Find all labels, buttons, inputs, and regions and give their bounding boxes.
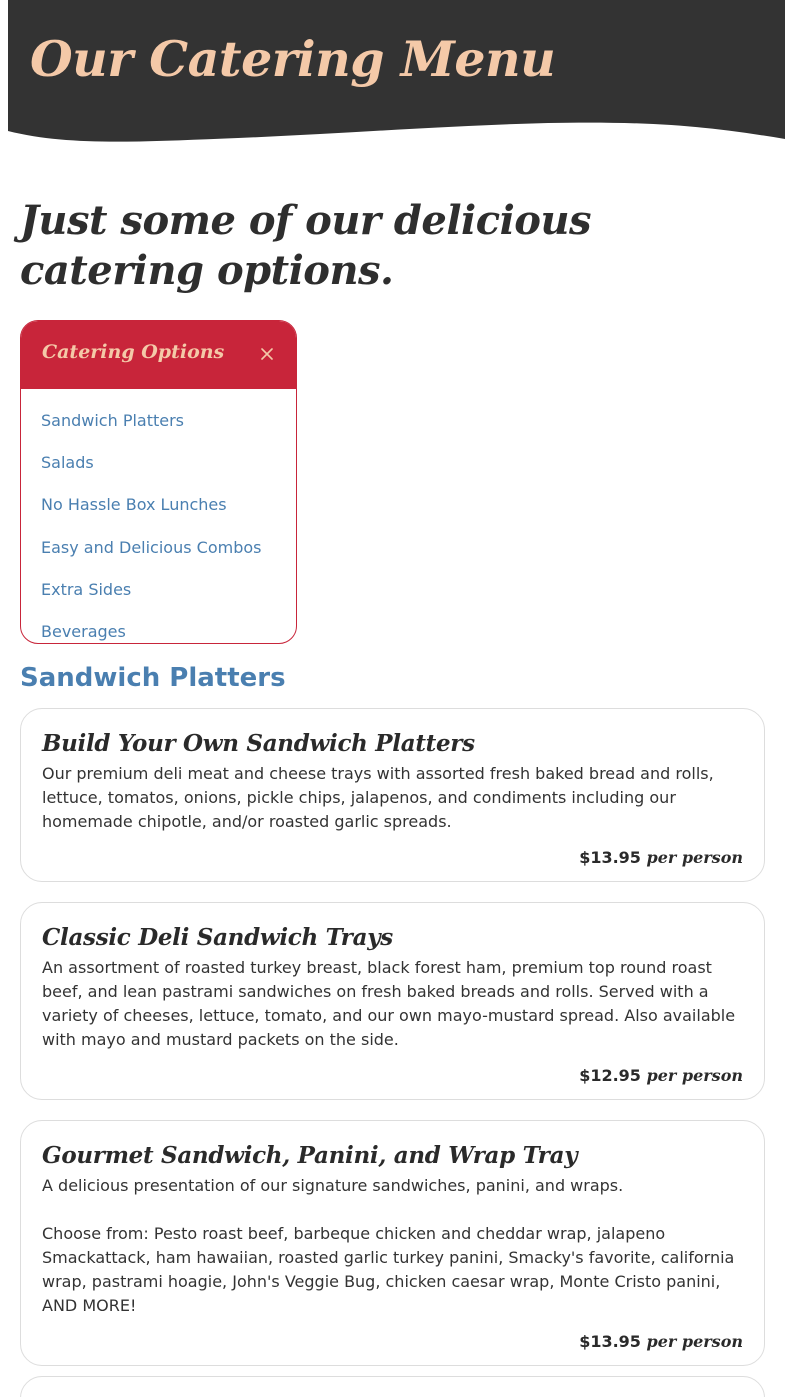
menu-card xyxy=(20,902,765,1100)
menu-card-price xyxy=(42,1330,743,1354)
price-amount: $13.95 xyxy=(579,1332,641,1351)
catering-option-sandwich-platters[interactable]: Sandwich Platters xyxy=(41,410,185,430)
menu-card-description-text: Our premium deli meat and cheese trays with assorted fresh baked bread and rolls, lettuce, tomatos, onions, pickle chips, jalapenos, and condiments including our homemade chipotle, and/or roasted garlic spreads. xyxy=(42,764,714,831)
catering-option-extra-sides[interactable]: Extra Sides xyxy=(41,579,132,599)
menu-card-partial xyxy=(20,1376,765,1397)
price-unit: per person xyxy=(646,1066,743,1085)
menu-card-price xyxy=(42,1064,743,1088)
price-amount: $12.95 xyxy=(579,1066,641,1085)
catering-options-title: Catering Options xyxy=(42,341,225,363)
hero-banner xyxy=(8,0,785,150)
close-icon[interactable] xyxy=(256,343,278,365)
menu-card xyxy=(20,1120,765,1366)
intro-heading: Just some of our delicious catering options. xyxy=(20,197,592,294)
catering-options-list xyxy=(21,389,296,644)
catering-options-header xyxy=(21,321,296,389)
catering-option-salads[interactable]: Salads xyxy=(41,452,94,472)
menu-card-description xyxy=(42,1174,743,1318)
price-unit: per person xyxy=(646,848,743,867)
menu-card-description-choices: Choose from: Pesto roast beef, barbeque chicken and cheddar wrap, jalapeno Smackattack, ham hawaiian, roasted garlic turkey panini, Smacky's favorite, california wrap, pastrami hoagie, John's Veggie Bug, chicken caesar wrap, Monte Cristo panini, AND MORE! xyxy=(42,1224,735,1315)
catering-option-box-lunches[interactable]: No Hassle Box Lunches xyxy=(41,495,227,515)
catering-option-combos[interactable]: Easy and Delicious Combos xyxy=(41,537,262,557)
menu-card-title: Build Your Own Sandwich Platters xyxy=(42,730,475,757)
menu-card-description xyxy=(42,956,743,1052)
catering-options-panel xyxy=(20,320,297,644)
menu-card-title: Gourmet Sandwich, Panini, and Wrap Tray xyxy=(42,1142,578,1169)
price-amount: $13.95 xyxy=(579,848,641,867)
catering-option-beverages[interactable]: Beverages xyxy=(41,622,126,642)
price-unit: per person xyxy=(646,1332,743,1351)
menu-card-price xyxy=(42,846,743,870)
menu-card-description-text: An assortment of roasted turkey breast, black forest ham, premium top round roast beef, and lean pastrami sandwiches on fresh baked breads and rolls. Served with a variety of cheeses, lettuce, tomato, and our own mayo-mustard spread. Also available with mayo and mustard packets on the side. xyxy=(42,958,736,1049)
menu-card-description-text: A delicious presentation of our signature sandwiches, panini, and wraps. xyxy=(42,1176,624,1195)
page-title: Our Catering Menu xyxy=(30,30,556,88)
menu-card-title: Classic Deli Sandwich Trays xyxy=(42,924,393,951)
section-title: Sandwich Platters xyxy=(20,663,286,693)
menu-card xyxy=(20,708,765,882)
menu-card-description xyxy=(42,762,743,834)
